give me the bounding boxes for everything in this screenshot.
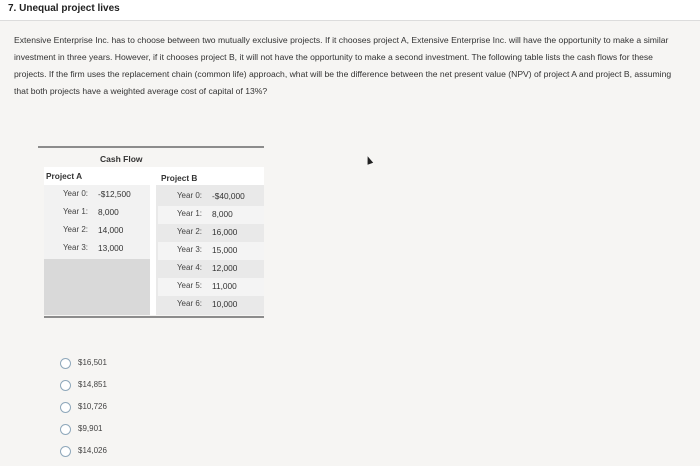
radio-button[interactable] [60,358,71,369]
cash-flow-header: Cash Flow [100,154,143,164]
cash-flow-value: -$40,000 [212,191,245,201]
answer-option[interactable] [60,444,180,466]
answer-option[interactable] [60,422,180,444]
radio-button[interactable] [60,424,71,435]
table-row [158,206,264,224]
cash-flow-value: 15,000 [212,245,238,255]
answer-option[interactable] [60,400,180,422]
answer-label: $14,851 [78,380,107,389]
table-row [158,224,264,242]
answer-label: $16,501 [78,358,107,367]
radio-button[interactable] [60,446,71,457]
cash-flow-value: 12,000 [212,263,238,273]
year-label: Year 6: [176,299,202,308]
answer-options [60,356,180,466]
project-b-label: Project B [161,173,198,183]
cash-flow-value: 10,000 [212,299,238,309]
mouse-cursor-icon [365,155,373,165]
year-label: Year 1: [176,209,202,218]
answer-label: $14,026 [78,446,107,455]
year-label: Year 4: [176,263,202,272]
table-row [38,222,138,240]
table-row [38,186,138,204]
table-row [158,188,264,206]
cash-flow-table [38,143,264,319]
cash-flow-value: 8,000 [212,209,233,219]
cash-flow-value: 13,000 [98,243,124,253]
cash-flow-value: -$12,500 [98,189,131,199]
year-label: Year 3: [176,245,202,254]
year-label: Year 0: [62,189,88,198]
radio-button[interactable] [60,380,71,391]
question-title: 7. Unequal project lives [8,3,120,14]
table-bottom-rule [44,316,264,318]
table-row [38,204,138,222]
year-label: Year 1: [62,207,88,216]
table-row [38,240,138,258]
year-label: Year 0: [176,191,202,200]
table-row [158,242,264,260]
cash-flow-value: 8,000 [98,207,119,217]
cash-flow-value: 16,000 [212,227,238,237]
year-label: Year 2: [62,225,88,234]
table-row [158,260,264,278]
question-header-bar [0,0,700,21]
answer-option[interactable] [60,378,180,400]
table-row [158,296,264,314]
answer-option[interactable] [60,356,180,378]
cash-flow-value: 14,000 [98,225,124,235]
answer-label: $10,726 [78,402,107,411]
year-label: Year 5: [176,281,202,290]
year-label: Year 3: [62,243,88,252]
table-row [158,278,264,296]
year-label: Year 2: [176,227,202,236]
table-top-rule [38,146,264,148]
project-a-label: Project A [46,171,83,181]
question-text: Extensive Enterprise Inc. has to choose between two mutually exclusive projects. If it chooses project A, Extensive Enterprise Inc. will have the opportunity to make a similar investment in three years. However, if it chooses project B, it will not have the opportunity to make a second investment. The following table lists the cash flows for these projects. If the firm uses the replacement chain (common life) approach, what will be the difference between the net present value (NPV) of project A and project B, assuming that both projects have a weighted average cost of capital of 13%? [14,35,672,96]
cash-flow-value: 11,000 [212,281,237,291]
answer-label: $9,901 [78,424,103,433]
radio-button[interactable] [60,402,71,413]
